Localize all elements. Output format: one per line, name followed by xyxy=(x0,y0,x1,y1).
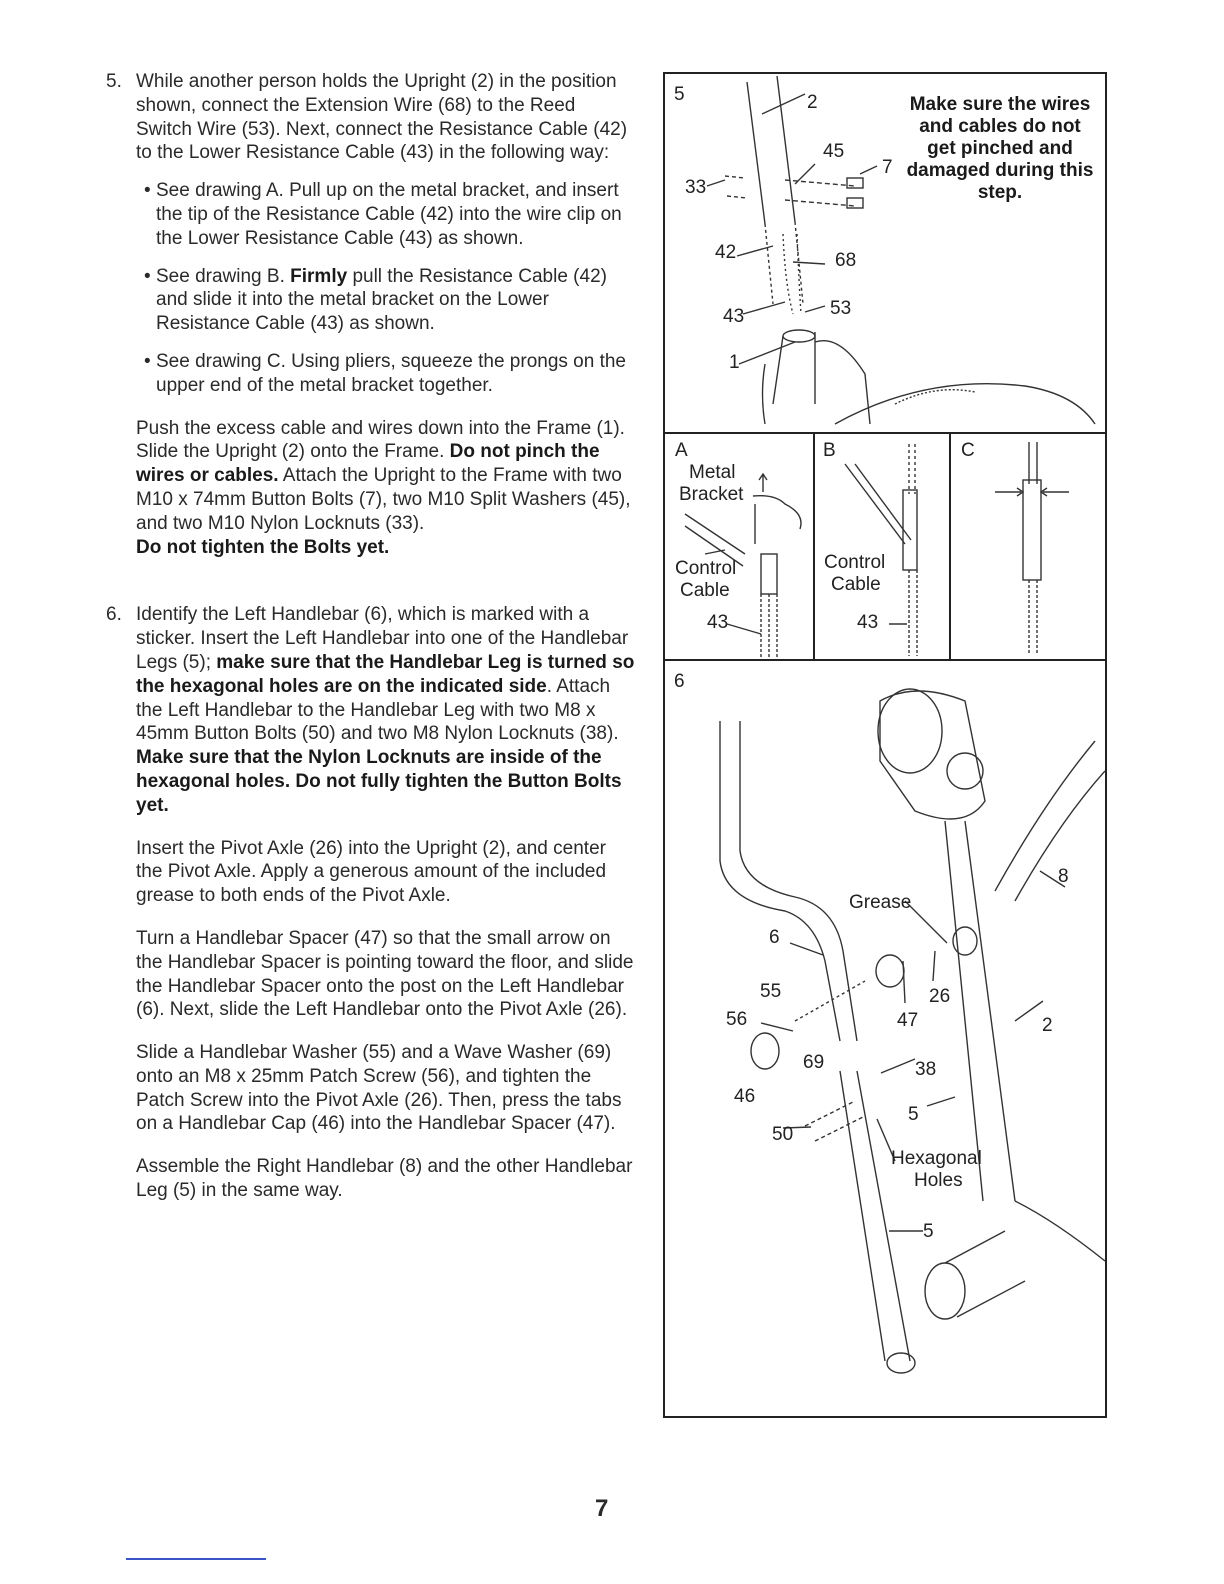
step-6-p2: Insert the Pivot Axle (26) into the Upright (2), and center the Pivot Axle. Apply a generous amount of the included grease to both ends of the Pivot Axle. xyxy=(136,837,607,907)
control-label: Control xyxy=(675,558,737,579)
part-42-label: 42 xyxy=(715,242,737,263)
step-5-bullet-b: • See drawing B. Firmly pull the Resistance Cable (42) and slide it into the metal bracket on the Lower Resistance Cable (43) as shown. xyxy=(144,265,607,335)
firmly-emphasis: Firmly xyxy=(290,265,348,287)
part-47-label: 47 xyxy=(897,1010,919,1031)
figure-a xyxy=(663,432,818,664)
part-50-label: 50 xyxy=(772,1124,794,1145)
instructions-column xyxy=(106,70,636,1203)
figure-5-number: 5 xyxy=(674,84,685,105)
part-5-a-label: 5 xyxy=(908,1104,919,1125)
bullet-c-text: See drawing C. Using pliers, squeeze the prongs on the upper end of the metal bracket together. xyxy=(156,350,626,396)
figure-b-drawing xyxy=(815,434,952,662)
part-33-label: 33 xyxy=(685,177,707,198)
part-2-b-label: 2 xyxy=(1042,1015,1053,1036)
step-6-p1: Identify the Left Handlebar (6), which is marked with a sticker. Insert the Left Handlebar into one of the Handlebar Legs (5); make sure that the Handlebar Leg is turned so the hexagonal holes are on the indicated side. Attach the Left Handlebar to the Handlebar Leg with two M8 x 45mm Button Bolts (50) and two M8 Nylon Locknuts (38). Make sure that the Nylon Locknuts are inside of the hexagonal holes. Do not fully tighten the Button Bolts yet. xyxy=(136,604,635,816)
part-43-a-label: 43 xyxy=(707,612,729,633)
step-5-intro: While another person holds the Upright (2) in the position shown, connect the Extension Wire (68) to the Reed Switch Wire (53). Next, connect the Resistance Cable (42) to the Lower Resistance Cable (43) in the following way: xyxy=(136,71,628,164)
bracket-label: Bracket xyxy=(679,484,744,505)
part-69-label: 69 xyxy=(803,1052,825,1073)
part-38-label: 38 xyxy=(915,1059,937,1080)
figure-b xyxy=(813,432,954,664)
pinch-warning-note: Make sure the wires and cables do not get pinched and damaged during this step. xyxy=(906,94,1094,203)
part-43-label: 43 xyxy=(723,306,745,327)
step-5-bullet-c: • See drawing C. Using pliers, squeeze the prongs on the upper end of the metal bracket together. xyxy=(144,350,626,396)
step-5-push-paragraph: Push the excess cable and wires down into the Frame (1). Slide the Upright (2) onto the Frame. Do not pinch the wires or cables. Attach the Upright to the Frame with two M10 x 74mm Button Bolts (7), two M10 Split Washers (45), and two M10 Nylon Locknuts (33). Do not tighten the Bolts yet. xyxy=(136,417,631,558)
bullet-a-text: See drawing A. Pull up on the metal bracket, and insert the tip of the Resistance Cable (42) into the wire clip on the Lower Resistance Cable (43) as shown. xyxy=(156,180,622,249)
figure-a-letter: A xyxy=(675,440,688,461)
figure-6 xyxy=(663,659,1107,1418)
part-53-label: 53 xyxy=(830,298,852,319)
part-2-label: 2 xyxy=(807,92,818,113)
figure-a-drawing xyxy=(665,434,816,662)
part-7-label: 7 xyxy=(882,157,893,178)
part-26-label: 26 xyxy=(929,986,951,1007)
figure-b-letter: B xyxy=(823,440,836,461)
part-6-label: 6 xyxy=(769,927,780,948)
step-6-p3: Turn a Handlebar Spacer (47) so that the small arrow on the Handlebar Spacer is pointing toward the floor, and slide the Handlebar Spacer onto the post on the Left Handlebar (6). Next, slide the Left Handlebar onto the Pivot Axle (26). xyxy=(136,927,634,1021)
part-8-label: 8 xyxy=(1058,866,1069,887)
grease-label: Grease xyxy=(849,892,912,913)
part-45-label: 45 xyxy=(823,141,845,162)
figure-6-number: 6 xyxy=(674,671,685,692)
step-5-number: 5. xyxy=(106,71,122,92)
figure-6-drawing xyxy=(665,661,1105,1416)
holes-label: Holes xyxy=(914,1170,963,1191)
control-b-label: Control xyxy=(824,552,886,573)
figure-c-drawing xyxy=(951,434,1105,662)
step-5 xyxy=(106,70,636,559)
step-6 xyxy=(106,603,636,1203)
step-6-p5: Assemble the Right Handlebar (8) and the other Handlebar Leg (5) in the same way. xyxy=(136,1156,633,1202)
cable-b-label: Cable xyxy=(831,574,881,595)
figure-c xyxy=(949,432,1107,664)
part-68-label: 68 xyxy=(835,250,857,271)
do-not-tighten-warning: Do not tighten the Bolts yet. xyxy=(136,536,390,558)
footer-rule xyxy=(126,1558,266,1560)
hexagonal-label: Hexagonal xyxy=(891,1148,982,1169)
metal-label: Metal xyxy=(689,462,736,483)
part-56-label: 56 xyxy=(726,1009,748,1030)
step-6-number: 6. xyxy=(106,604,122,626)
page-number: 7 xyxy=(595,1495,609,1522)
part-55-label: 55 xyxy=(760,981,782,1002)
part-43-b-label: 43 xyxy=(857,612,879,633)
figure-c-letter: C xyxy=(961,440,975,461)
part-46-label: 46 xyxy=(734,1086,756,1107)
part-5-b-label: 5 xyxy=(923,1221,934,1242)
step-5-bullet-a: • See drawing A. Pull up on the metal bracket, and insert the tip of the Resistance Cable (42) into the wire clip on the Lower Resistance Cable (43) as shown. xyxy=(144,180,622,249)
cable-label: Cable xyxy=(680,580,730,601)
step-6-p4: Slide a Handlebar Washer (55) and a Wave Washer (69) onto an M8 x 25mm Patch Screw (56), and tighten the Patch Screw into the Pivot Axle (26). Then, press the tabs on a Handlebar Cap (46) into the Handlebar Spacer (47). xyxy=(136,1042,622,1135)
part-1-label: 1 xyxy=(729,352,740,373)
